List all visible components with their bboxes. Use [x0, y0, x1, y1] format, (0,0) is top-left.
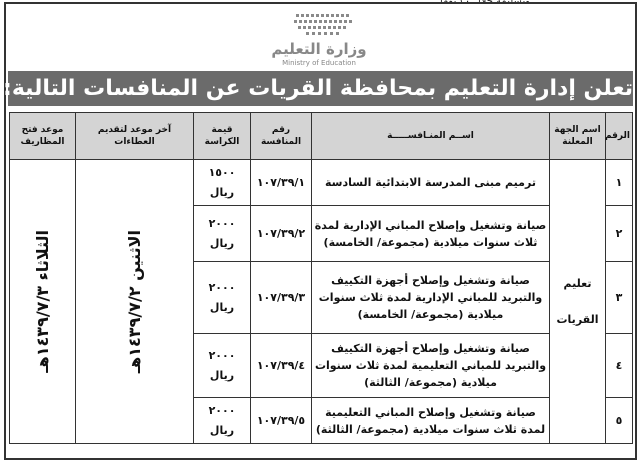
table-row [10, 160, 633, 206]
header-no: الرقم [606, 113, 633, 160]
opening-date-cell [10, 160, 76, 444]
row-number: ٢ [606, 206, 633, 262]
header-tender-name: اســم المنـافســـــة [312, 113, 550, 160]
price-currency: ريال [209, 423, 235, 437]
price-amount: ٢٠٠٠ [208, 280, 236, 294]
tender-name: صيانة وتشغيل وإصلاح المباني التعليمية لمدة ثلاث سنوات ميلادية (مجموعة/ الثالثة) [312, 398, 550, 444]
tender-number: ١٠٧/٣٩/١ [251, 160, 312, 206]
row-number: ٣ [606, 262, 633, 334]
price-currency: ريال [209, 185, 235, 199]
tender-name: صيانة وتشغيل وإصلاح المباني الإدارية لمدة ثلاث سنوات ميلادية (مجموعة/ الخامسة) [312, 206, 550, 262]
tender-name: صيانة وتشغيل وإصلاح أجهزة التكييف والتبريد للمباني التعليمية لمدة ثلاث سنوات ميلادية (مجموعة/ الثالثة) [312, 334, 550, 398]
price-currency: ريال [209, 300, 235, 314]
header-last-date: آخر موعد لتقديم العطاءات [76, 113, 194, 160]
row-number: ٤ [606, 334, 633, 398]
header-tender-no: رقم المنافسة [251, 113, 312, 160]
booklet-price [194, 398, 251, 444]
row-number: ٥ [606, 398, 633, 444]
tender-number: ١٠٧/٣٩/٣ [251, 262, 312, 334]
price-amount: ١٥٠٠ [208, 165, 236, 179]
last-date-cell [76, 160, 194, 444]
last-date: الاثنين ١٤٣٩/٧/٢هـ [125, 229, 144, 374]
price-amount: ٢٠٠٠ [208, 348, 236, 362]
table-header-row [10, 113, 633, 160]
ministry-name-ar: وزارة التعليم [271, 40, 367, 58]
booklet-price [194, 206, 251, 262]
header-agency: اسم الجهة المعلنة [550, 113, 606, 160]
booklet-price [194, 334, 251, 398]
tender-name: صيانة وتشغيل وإصلاح أجهزة التكييف والتبريد للمباني الإدارية لمدة ثلاث سنوات ميلادية (مجموعة/ الخامسة) [312, 262, 550, 334]
ministry-logo-icon [292, 12, 356, 38]
tender-number: ١٠٧/٣٩/٤ [251, 334, 312, 398]
booklet-price [194, 160, 251, 206]
price-currency: ريال [209, 236, 235, 250]
ministry-name-en: Ministry of Education [282, 59, 356, 67]
tender-name: ترميم مبنى المدرسة الابتدائية السادسة [312, 160, 550, 206]
opening-date: الثلاثاء ١٤٣٩/٧/٣هـ [33, 230, 52, 373]
row-number: ١ [606, 160, 633, 206]
price-currency: ريال [209, 368, 235, 382]
tender-number: ١٠٧/٣٩/٥ [251, 398, 312, 444]
price-amount: ٢٠٠٠ [208, 216, 236, 230]
header-booklet-price: قيمة الكراسة [194, 113, 251, 160]
tenders-table [9, 112, 633, 444]
ministry-logo [6, 10, 639, 66]
booklet-price [194, 262, 251, 334]
tender-announcement [4, 2, 637, 460]
header-opening-date: موعد فتح المظاريف [10, 113, 76, 160]
tender-number: ١٠٧/٣٩/٢ [251, 206, 312, 262]
price-amount: ٢٠٠٠ [208, 403, 236, 417]
agency-cell: تعليم القريات [550, 160, 606, 444]
announcement-title: تعلن إدارة التعليم بمحافظة القريات عن المنافسات التالية: [8, 71, 633, 106]
